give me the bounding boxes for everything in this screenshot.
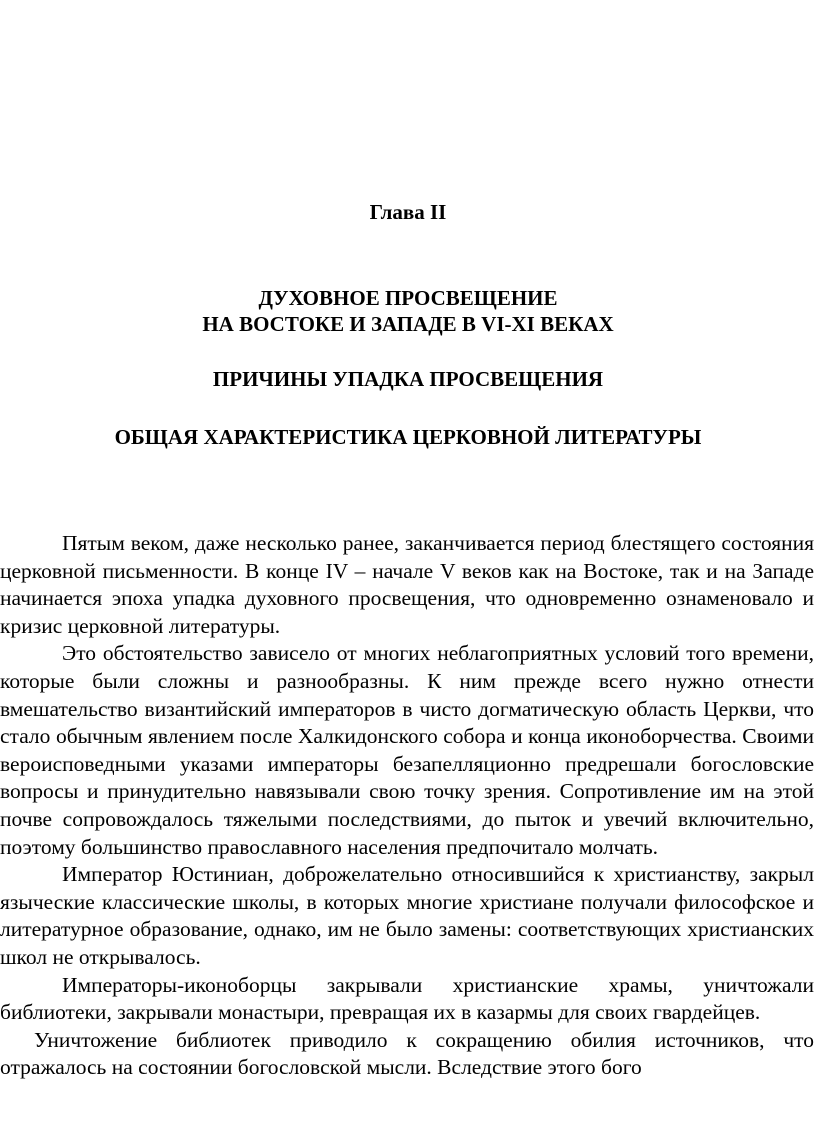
chapter-title-line-2: НА ВОСТОКЕ И ЗАПАДЕ В VI-XI ВЕКАХ xyxy=(202,312,614,336)
paragraph: Уничтожение библиотек приводило к сокращению обилия источников, что отражалось на состоянии богословской мысли. Вследствие этого бого xyxy=(0,1027,814,1080)
paragraph: Это обстоятельство зависело от многих неблагоприятных условий того времени, которые были сложны и разнообразны. К ним прежде всего нужно отнести вмешательство византийский императоров в чисто догматическую область Церкви, что стало обычным явлением после Халкидонского собора и конца иконоборчества. Своими вероисповедными указами императоры безапелляционно предрешали богословские вопросы и принудительно навязывали свою точку зрения. Сопротивление им на этой почве сопровождалось тяжелыми последствиями, до пыток и увечий включительно, поэтому большинство православного населения предпочитало молчать. xyxy=(0,641,814,859)
body-text xyxy=(0,530,814,1082)
paragraph: Император Юстиниан, доброжелательно относившийся к христианству, закрыл языческие классические школы, в которых многие христиане получали философское и литературное образование, однако, им не было замены: соответствующих христианских школ не открывалось. xyxy=(0,862,814,969)
chapter-title-line-1: ДУХОВНОЕ ПРОСВЕЩЕНИЕ xyxy=(258,286,558,310)
section-heading-general: ОБЩАЯ ХАРАКТЕРИСТИКА ЦЕРКОВНОЙ ЛИТЕРАТУРЫ xyxy=(114,425,702,449)
section-heading-causes: ПРИЧИНЫ УПАДКА ПРОСВЕЩЕНИЯ xyxy=(212,367,604,391)
paragraph: Императоры-иконоборцы закрывали христианские храмы, уничтожали библиотеки, закрывали монастыри, превращая их в казармы для своих гвардейцев. xyxy=(0,972,814,1025)
chapter-heading: Глава II xyxy=(369,200,447,224)
paragraph: Пятым веком, даже несколько ранее, заканчивается период блестящего состояния церковной письменности. В конце IV – начале V веков как на Востоке, так и на Западе начинается эпоха упадка духовного просвещения, что одновременно ознаменовало и кризис церковной литературы. xyxy=(0,531,814,638)
